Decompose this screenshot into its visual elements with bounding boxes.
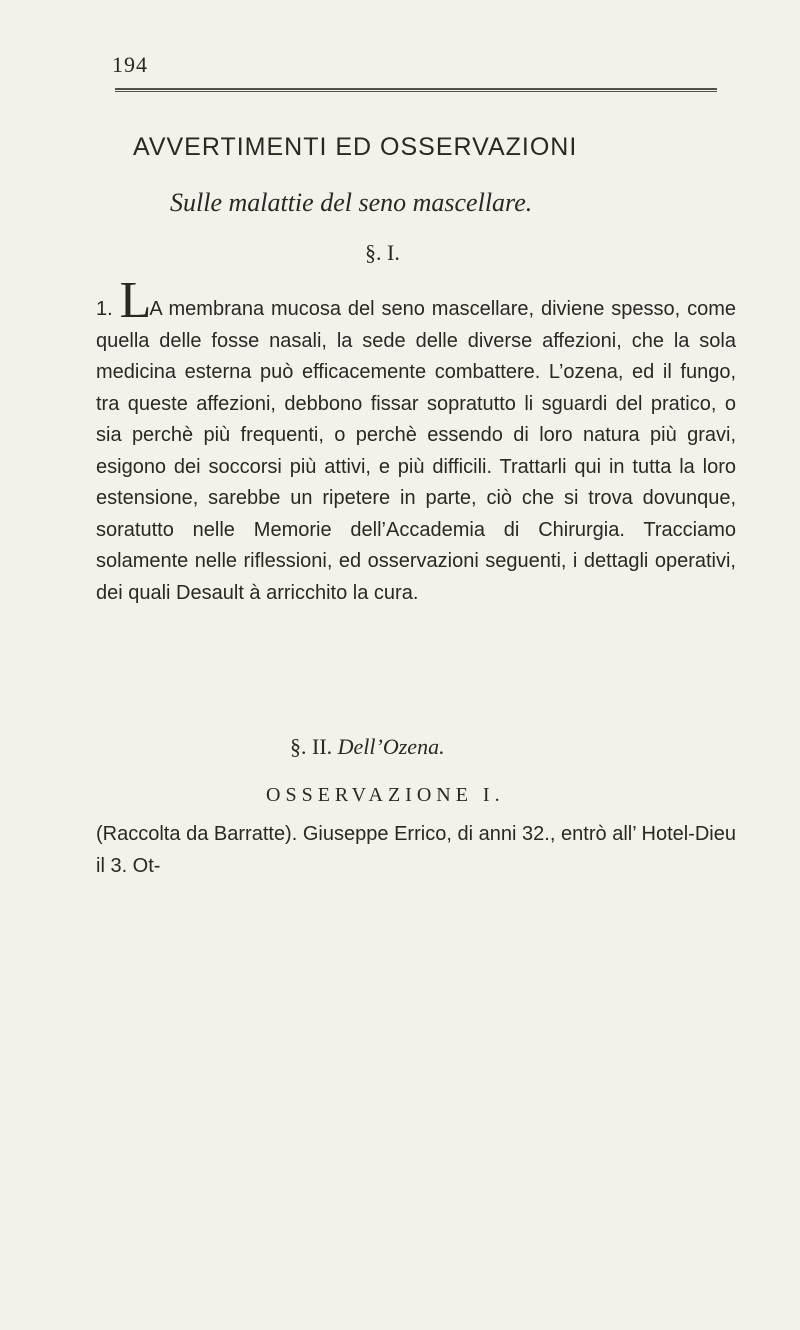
observation-paragraph: (Raccolta da Barratte). Giuseppe Errico, di anni 32., entrò all’ Hotel-Dieu il 3. Ot-: [96, 823, 736, 877]
double-rule: [115, 88, 717, 93]
page-subtitle: Sulle malattie del seno mascellare.: [170, 188, 533, 217]
paragraph-number: 1.: [96, 298, 113, 320]
section-heading-1: §. I.: [365, 240, 400, 265]
page-number: 194: [112, 52, 148, 77]
drop-cap-letter: L: [119, 272, 152, 329]
paragraph-text: A membrana mucosa del seno mascellare, diviene spesso, come quella delle fosse nasali, la sede delle diverse affezioni, che la sola medicina esterna può efficacemente combattere. L’ozena, ed il fungo, tra queste affezioni, debbono fissar sopratutto li sguardi del pratico, o sia perchè più frequenti, o perchè essendo di loro natura più gravi, esigono dei soccorsi più attivi, e più difficili. Trattarli qui in tutta la loro estensione, sarebbe un ripetere in parte, ciò che si trova dovunque, soratutto nelle Memorie dell’Accademia di Chirurgia. Tracciamo solamente nelle riflessioni, ed osservazioni seguenti, i dettagli operativi, dei quali Desault à arricchito la cura.: [96, 298, 736, 604]
section-2-title: Dell’Ozena.: [337, 734, 445, 759]
section-heading-2: [290, 734, 445, 760]
section-2-label: §. II.: [290, 734, 333, 759]
section-1-paragraph: [96, 272, 736, 609]
page-title: AVVERTIMENTI ED OSSERVAZIONI: [133, 133, 578, 161]
observation-heading: OSSERVAZIONE I.: [266, 784, 505, 806]
